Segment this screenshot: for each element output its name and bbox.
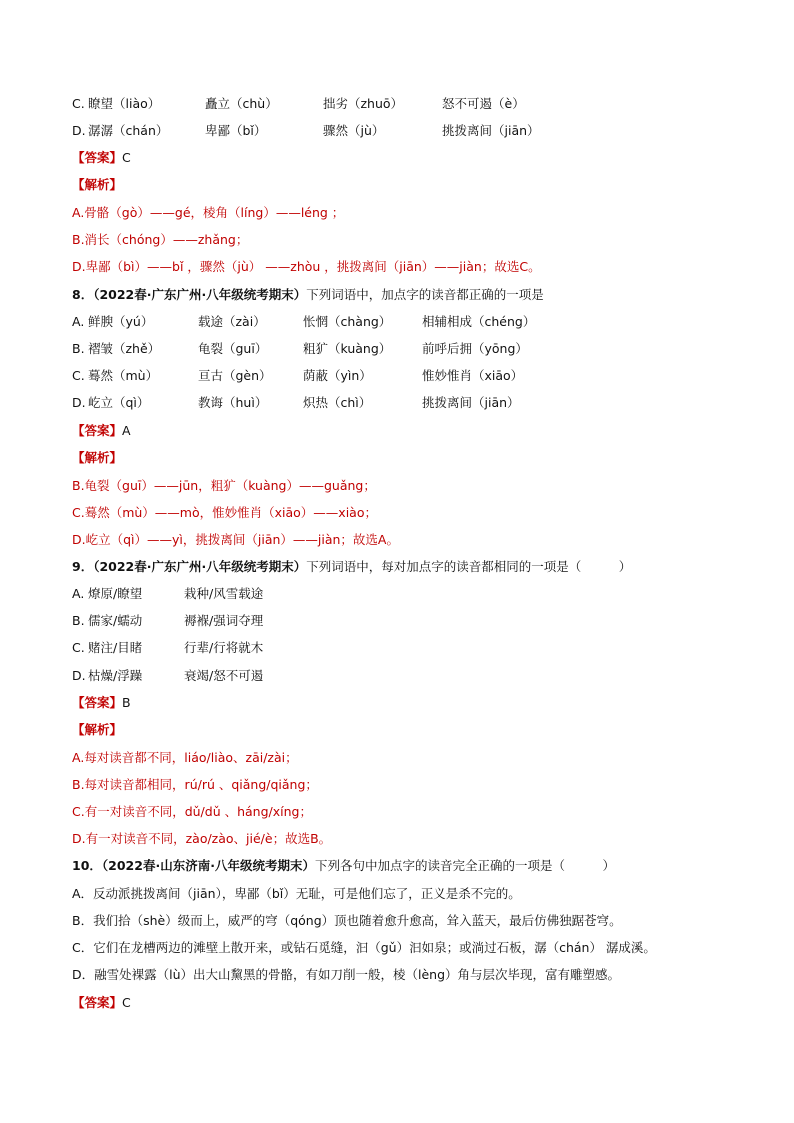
q9-title bbox=[72, 559, 631, 575]
question-source: （2022春·山东济南·八年级统考期末） bbox=[101, 858, 315, 873]
q7-analysis-line: D.卑鄙（bì）——bǐ ，骤然（jù） ——zhòu ，挑拨离间（jiān）——jiàn；故选C。 bbox=[72, 259, 541, 274]
q8-analysis-line: D.屹立（qì）——yì，挑拨离间（jiān）——jiàn；故选A。 bbox=[72, 532, 399, 547]
option-item: 惟妙惟肖（xiāo） bbox=[422, 368, 524, 383]
q7-option-c bbox=[72, 96, 732, 112]
option-letter: B. bbox=[72, 613, 85, 628]
answer-value: C bbox=[122, 995, 131, 1010]
q7-analysis-label: 【解析】 bbox=[72, 177, 123, 192]
answer-value: C bbox=[122, 150, 131, 165]
q10-option-a: A．反动派挑拨离间（jiān），卑鄙（bǐ）无耻，可是他们忘了，正义是杀不完的。 bbox=[72, 886, 521, 901]
option-item: 矗立（chù） bbox=[205, 96, 278, 111]
q8-option-c bbox=[72, 368, 732, 384]
question-number: 10． bbox=[72, 858, 102, 873]
q7-answer bbox=[72, 150, 131, 166]
option-letter: C. bbox=[72, 96, 85, 111]
option-item: 挑拨离间（jiān） bbox=[422, 395, 520, 410]
question-number: 9． bbox=[72, 559, 94, 574]
option-letter: B. bbox=[72, 341, 85, 356]
q9-answer bbox=[72, 695, 131, 711]
q10-title bbox=[72, 858, 615, 874]
q8-option-a bbox=[72, 314, 732, 330]
option-item: 荫蔽（yìn） bbox=[303, 368, 372, 383]
option-letter: A. bbox=[72, 586, 85, 601]
q9-analysis-label: 【解析】 bbox=[72, 722, 123, 737]
answer-value: A bbox=[122, 423, 131, 438]
q7-analysis-line: A.骨骼（gò）——gé，棱角（líng）——léng ； bbox=[72, 205, 345, 220]
option-letter: D. bbox=[72, 395, 86, 410]
q9-analysis-line: B.每对读音都相同，rú/rú 、qiǎng/qiǎng； bbox=[72, 777, 318, 792]
option-item: 枯燥/浮躁 bbox=[88, 668, 143, 683]
q9-option-b bbox=[72, 613, 732, 629]
answer-label: 【答案】 bbox=[72, 423, 123, 438]
option-letter: A. bbox=[72, 314, 85, 329]
option-item: 炽热（chì） bbox=[303, 395, 372, 410]
q10-option-c: C．它们在龙槽两边的滩壁上散开来，或钻石觅缝，汩（gǔ）汩如泉；或淌过石板，潺（chán） 潺成溪。 bbox=[72, 940, 656, 955]
option-item: 行辈/行将就木 bbox=[184, 640, 264, 655]
option-item: 潺潺（chán） bbox=[88, 123, 169, 138]
q9-analysis-line: A.每对读音都不同，liáo/liào、zāi/zài； bbox=[72, 750, 298, 765]
option-item: 栽种/风雪载途 bbox=[184, 586, 264, 601]
answer-value: B bbox=[122, 695, 131, 710]
q9-option-a bbox=[72, 586, 732, 602]
question-stem: 下列词语中，每对加点字的读音都相同的一项是（ ） bbox=[306, 559, 632, 574]
option-item: 蓦然（mù） bbox=[88, 368, 159, 383]
q9-analysis-line: C.有一对读音不同，dǔ/dǔ 、háng/xíng； bbox=[72, 804, 312, 819]
q9-option-d bbox=[72, 668, 732, 684]
q10-answer bbox=[72, 995, 131, 1011]
q8-analysis-label: 【解析】 bbox=[72, 450, 123, 465]
option-item: 骤然（jù） bbox=[323, 123, 385, 138]
option-item: 褶皱（zhě） bbox=[88, 341, 161, 356]
question-source: （2022春·广东广州·八年级统考期末） bbox=[93, 559, 307, 574]
option-item: 载途（zài） bbox=[198, 314, 266, 329]
q8-title bbox=[72, 287, 544, 303]
option-item: 赌注/目睹 bbox=[88, 640, 143, 655]
q8-analysis-line: C.蓦然（mù）——mò，惟妙惟肖（xiāo）——xiào； bbox=[72, 505, 377, 520]
option-item: 亘古（gèn） bbox=[198, 368, 272, 383]
q9-option-c bbox=[72, 640, 732, 656]
option-item: 粗犷（kuàng） bbox=[303, 341, 392, 356]
option-letter: C. bbox=[72, 640, 85, 655]
option-item: 儒家/蠕动 bbox=[88, 613, 143, 628]
option-letter: C. bbox=[72, 368, 85, 383]
option-item: 相辅相成（chéng） bbox=[422, 314, 536, 329]
option-item: 怅惘（chàng） bbox=[303, 314, 392, 329]
q10-option-b: B．我们拾（shè）级而上，威严的穹（qóng）顶也随着愈升愈高，耸入蓝天，最后仿佛独踞苍穹。 bbox=[72, 913, 622, 928]
option-item: 教诲（huì） bbox=[198, 395, 268, 410]
question-source: （2022春·广东广州·八年级统考期末） bbox=[93, 287, 307, 302]
q8-option-d bbox=[72, 395, 732, 411]
answer-label: 【答案】 bbox=[72, 695, 123, 710]
option-item: 拙劣（zhuō） bbox=[323, 96, 404, 111]
option-item: 衰竭/怒不可遏 bbox=[184, 668, 264, 683]
option-item: 鲜腴（yú） bbox=[88, 314, 154, 329]
q7-analysis-line: B.消长（chóng）——zhǎng； bbox=[72, 232, 249, 247]
q8-analysis-line: B.龟裂（guī）——jūn，粗犷（kuàng）——guǎng； bbox=[72, 478, 376, 493]
q8-answer bbox=[72, 423, 131, 439]
q9-analysis-line: D.有一对读音不同，zào/zào、jié/è；故选B。 bbox=[72, 831, 332, 846]
question-number: 8． bbox=[72, 287, 94, 302]
option-item: 燎原/瞭望 bbox=[88, 586, 143, 601]
option-item: 挑拨离间（jiān） bbox=[442, 123, 540, 138]
option-item: 怒不可遏（è） bbox=[442, 96, 525, 111]
option-item: 瞭望（liào） bbox=[88, 96, 161, 111]
option-item: 前呼后拥（yōng） bbox=[422, 341, 528, 356]
question-stem: 下列词语中，加点字的读音都正确的一项是 bbox=[306, 287, 544, 302]
option-item: 屹立（qì） bbox=[88, 395, 150, 410]
option-item: 褥褓/强词夺理 bbox=[184, 613, 264, 628]
question-stem: 下列各句中加点字的读音完全正确的一项是（ ） bbox=[314, 858, 615, 873]
q7-option-d bbox=[72, 123, 732, 139]
q8-option-b bbox=[72, 341, 732, 357]
option-letter: D. bbox=[72, 668, 86, 683]
option-letter: D. bbox=[72, 123, 86, 138]
answer-label: 【答案】 bbox=[72, 150, 123, 165]
q10-option-d: D．融雪处裸露（lù）出大山黧黑的骨骼，有如刀削一般，棱（lèng）角与层次毕现，富有雕塑感。 bbox=[72, 967, 621, 982]
option-item: 龟裂（guī） bbox=[198, 341, 268, 356]
answer-label: 【答案】 bbox=[72, 995, 123, 1010]
option-item: 卑鄙（bǐ） bbox=[205, 123, 267, 138]
